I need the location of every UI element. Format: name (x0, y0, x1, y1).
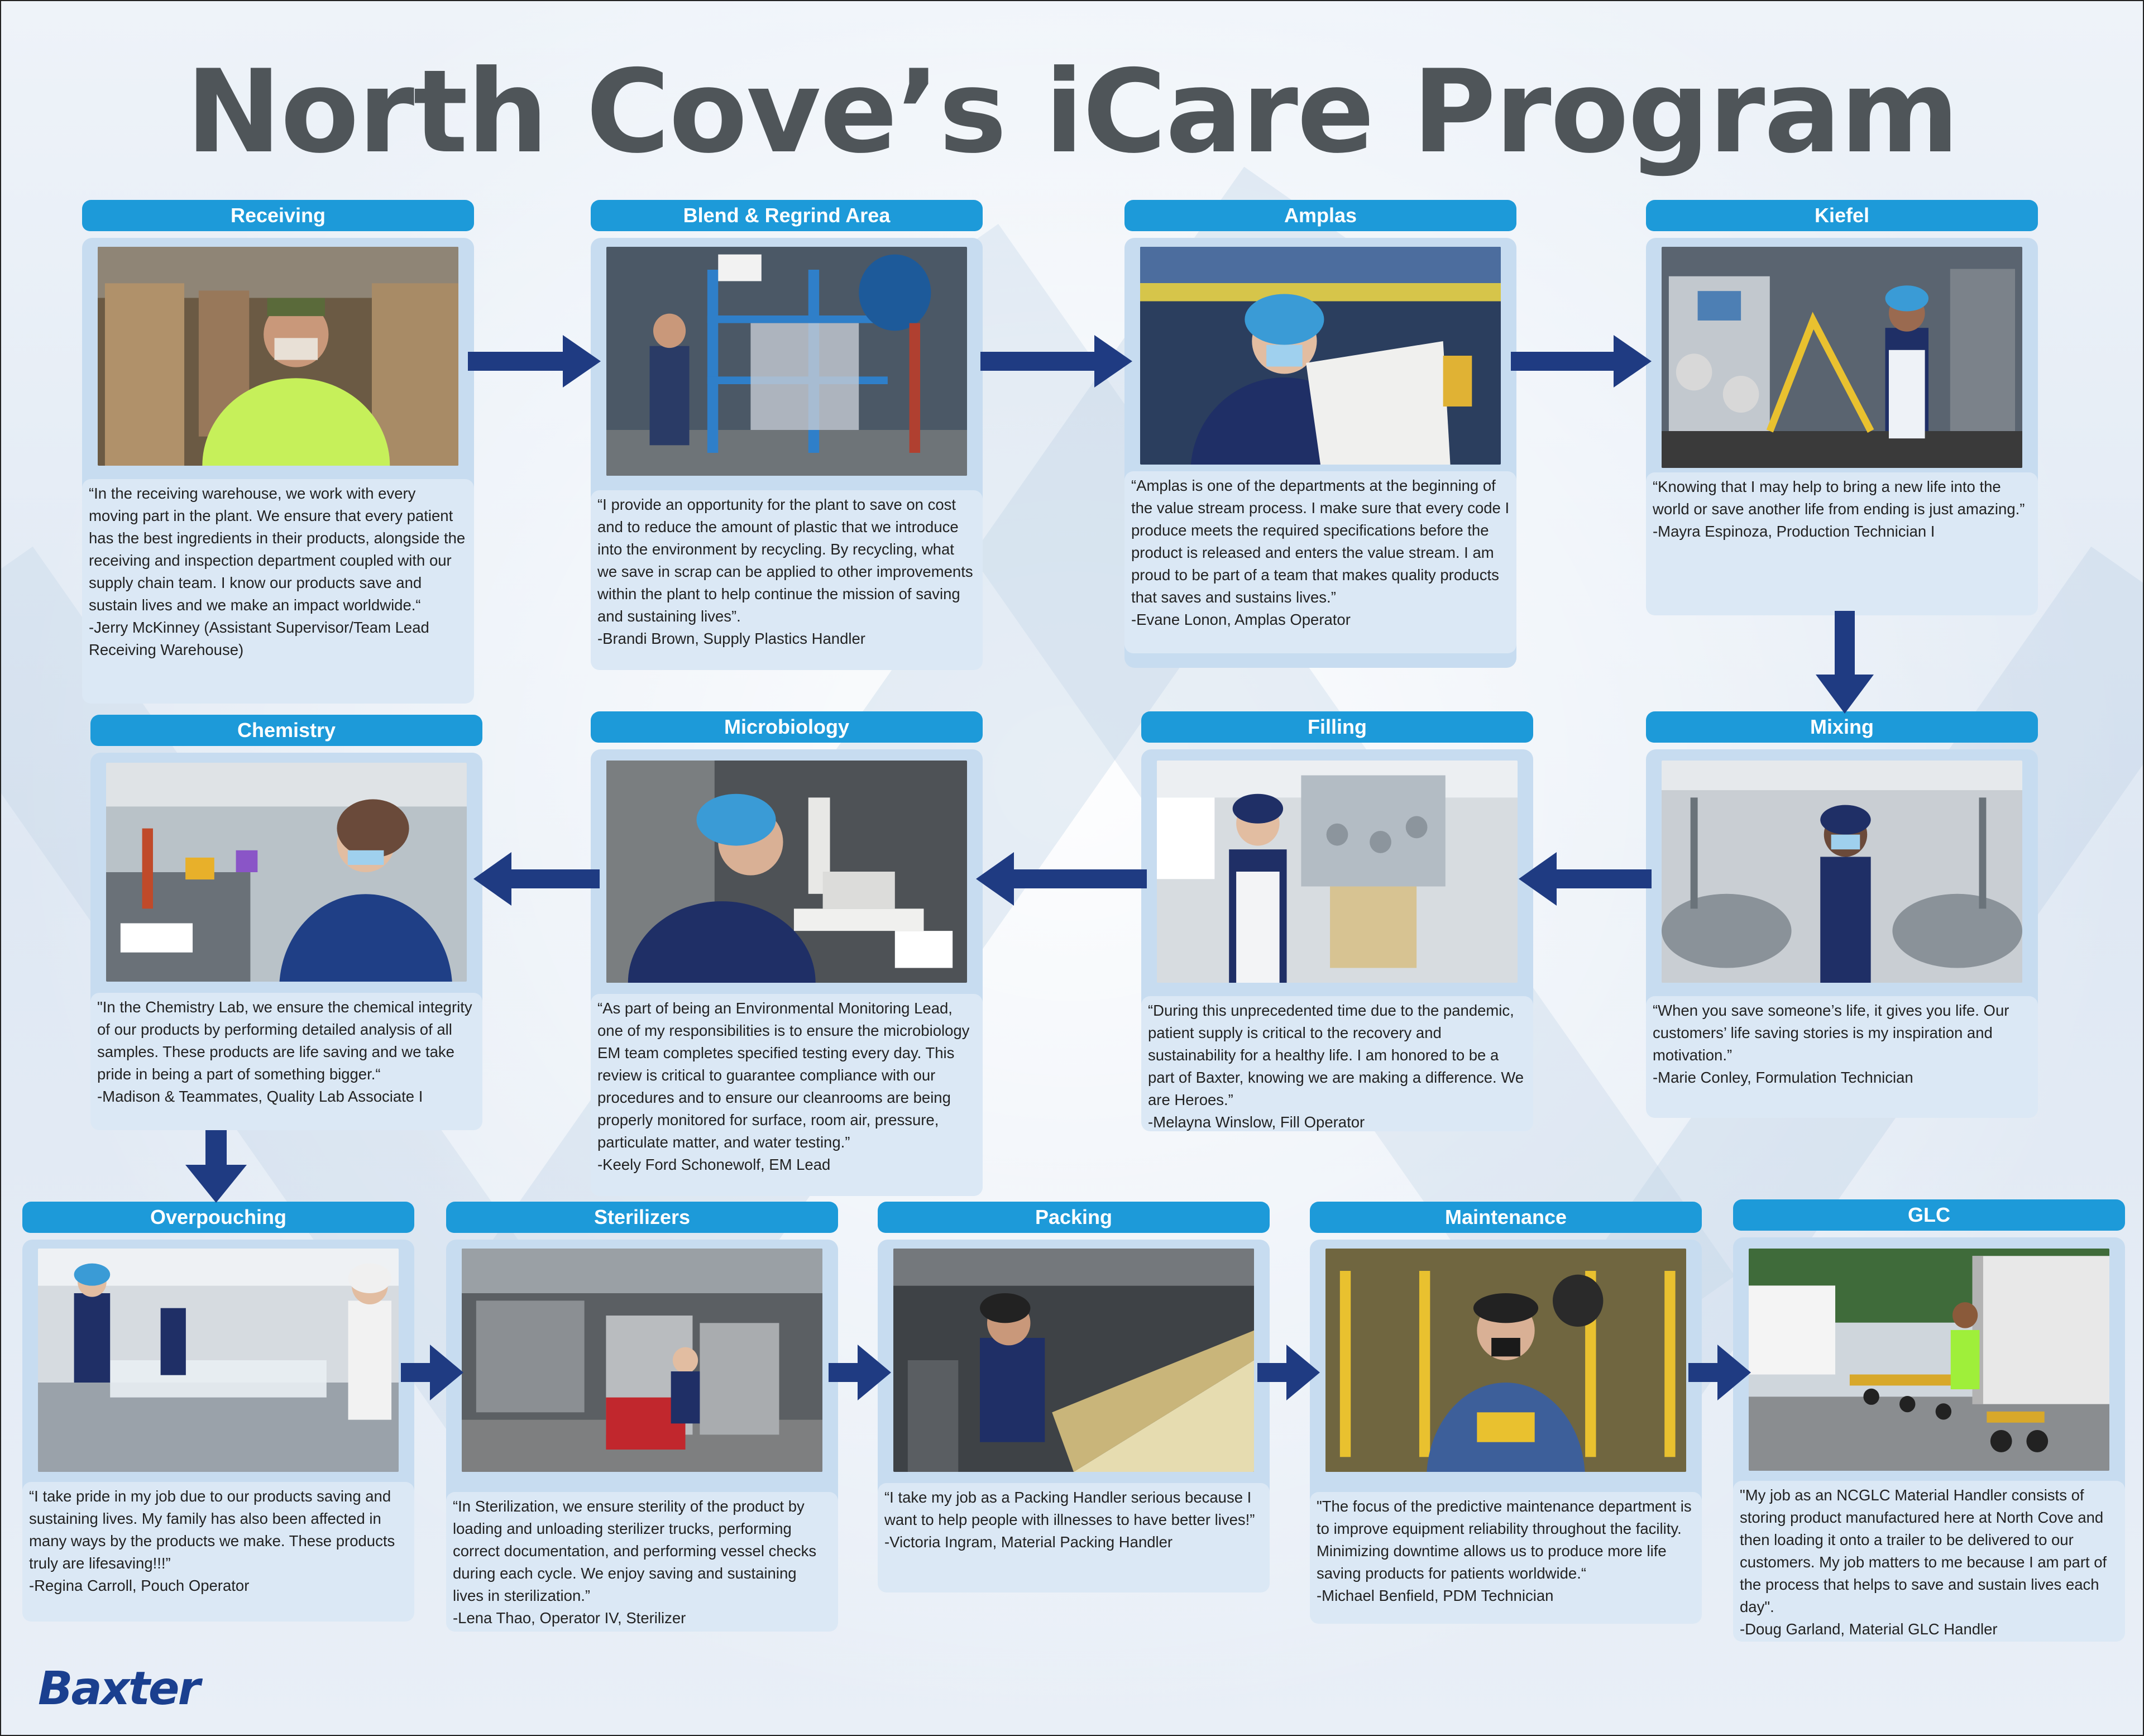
station-quote: “As part of being an Environmental Monitoring Lead, one of my responsibilities is to ensure the microbiology EM team completes specified testing every day. This review is critical to guarantee compliance with our procedures and to ensure our cleanrooms are being properly monitored for surface, room air, pressure, particulate matter, and water testing.” -Keely Ford Schonewolf, EM Lead (591, 994, 983, 1196)
station-card-blend (591, 200, 983, 670)
arrow-right-icon (1511, 335, 1652, 388)
station-card-amplas (1124, 200, 1516, 653)
station-photo (1749, 1249, 2109, 1471)
station-card-receiving (82, 200, 474, 704)
arrow-right-icon (1688, 1345, 1751, 1400)
station-quote: “Amplas is one of the departments at the beginning of the value stream process. I make sure that every code I produce meets the required specifications before the product is released and enters the value stream. I am proud to be part of a team that makes quality products that saves and sustains lives.” -Evane Lonon, Amplas Operator (1124, 471, 1516, 653)
station-quote: "My job as an NCGLC Material Handler consists of storing product manufactured here at North Cove and then loading it onto a trailer to be delivered to our customers. My job matters to me because I am part of the process that helps to save and sustain lives each day". -Doug Garland, Material GLC Handler (1733, 1481, 2125, 1642)
station-header: Packing (878, 1202, 1270, 1233)
station-quote: “In the receiving warehouse, we work with every moving part in the plant. We ensure that every patient has the best ingredients in their products, alongside the receiving and inspection department coupled with our supply chain team. I know our products save and sustain lives and we make an impact worldwide.“ -Jerry McKinney (Assistant Supervisor/Team Lead Receiving Warehouse) (82, 479, 474, 704)
station-header: Overpouching (22, 1202, 414, 1233)
station-photo (1140, 247, 1501, 465)
page-title: North Cove’s iCare Program (185, 46, 1959, 179)
arrow-left-icon (473, 852, 600, 906)
arrow-right-icon (980, 335, 1132, 388)
station-card-kiefel (1646, 200, 2038, 615)
station-quote: “I provide an opportunity for the plant to save on cost and to reduce the amount of plastic that we introduce into the environment by recycling. By recycling, what we save in scrap can be applied to other improvements within the plant to help continue the mission of saving and sustaining lives”. -Brandi Brown, Supply Plastics Handler (591, 490, 983, 670)
station-header: Maintenance (1310, 1202, 1702, 1233)
station-quote: “I take pride in my job due to our products saving and sustaining lives. My family has also been affected in many ways by the products we make. These products truly are lifesaving!!!” -Regina Carroll, Pouch Operator (22, 1482, 414, 1622)
arrow-right-icon (401, 1345, 463, 1400)
station-quote: “When you save someone’s life, it gives you life. Our customers’ life saving stories is my inspiration and motivation.” -Marie Conley, Formulation Technician (1646, 996, 2038, 1118)
station-photo (893, 1249, 1254, 1472)
station-photo (106, 763, 467, 982)
station-photo (606, 247, 967, 476)
station-photo (606, 761, 967, 983)
station-header: Mixing (1646, 711, 2038, 743)
station-photo (462, 1249, 822, 1472)
station-quote: "The focus of the predictive maintenance department is to improve equipment reliability throughout the facility. Minimizing downtime allows us to produce more life saving products for patients worldwide.“ -Michael Benfield, PDM Technician (1310, 1492, 1702, 1624)
station-header: Sterilizers (446, 1202, 838, 1233)
station-card-glc (1733, 1199, 2125, 1642)
arrow-right-icon (468, 335, 601, 388)
station-photo (1157, 761, 1518, 983)
baxter-logo: Baxter (38, 1662, 199, 1715)
station-photo (38, 1249, 399, 1472)
station-header: Blend & Regrind Area (591, 200, 983, 231)
arrow-left-icon (1519, 852, 1652, 906)
station-quote: "In the Chemistry Lab, we ensure the chemical integrity of our products by performing detailed analysis of all samples. These products are life saving and we take pride in being a part of something bigger.“ -Madison & Teammates, Quality Lab Associate I (90, 993, 482, 1130)
station-quote: “Knowing that I may help to bring a new life into the world or save another life from ending is just amazing.” -Mayra Espinoza, Production Technician I (1646, 472, 2038, 615)
station-card-overpouching (22, 1202, 414, 1622)
arrow-down-icon (1816, 611, 1874, 714)
station-header: Chemistry (90, 715, 482, 746)
station-photo (1325, 1249, 1686, 1472)
station-quote: “In Sterilization, we ensure sterility of the product by loading and unloading sterilizer trucks, performing correct documentation, and performing vessel checks during each cycle. We enjoy saving and sustaining lives in sterilization.” -Lena Thao, Operator IV, Sterilizer (446, 1492, 838, 1632)
arrow-left-icon (976, 852, 1147, 906)
station-header: Filling (1141, 711, 1533, 743)
arrow-right-icon (1257, 1345, 1320, 1400)
station-quote: “I take my job as a Packing Handler serious because I want to help people with illnesses to have better lives!” -Victoria Ingram, Material Packing Handler (878, 1483, 1270, 1592)
station-header: Receiving (82, 200, 474, 231)
station-header: Microbiology (591, 711, 983, 743)
station-photo (98, 247, 458, 466)
station-card-mixing (1646, 711, 2038, 1118)
station-card-maintenance (1310, 1202, 1702, 1624)
station-quote: “During this unprecedented time due to the pandemic, patient supply is critical to the recovery and sustainability for a healthy life. I am honored to be a part of Baxter, knowing we are making a difference. We are Heroes.” -Melayna Winslow, Fill Operator (1141, 996, 1533, 1131)
station-card-chemistry (90, 715, 482, 1130)
arrow-down-icon (185, 1130, 247, 1203)
station-header: Kiefel (1646, 200, 2038, 231)
station-header: Amplas (1124, 200, 1516, 231)
station-card-microbiology (591, 711, 983, 1196)
station-card-sterilizers (446, 1202, 838, 1632)
station-card-filling (1141, 711, 1533, 1131)
arrow-right-icon (829, 1345, 891, 1400)
station-photo (1662, 247, 2022, 468)
station-photo (1662, 761, 2022, 983)
station-header: GLC (1733, 1199, 2125, 1231)
station-card-packing (878, 1202, 1270, 1592)
